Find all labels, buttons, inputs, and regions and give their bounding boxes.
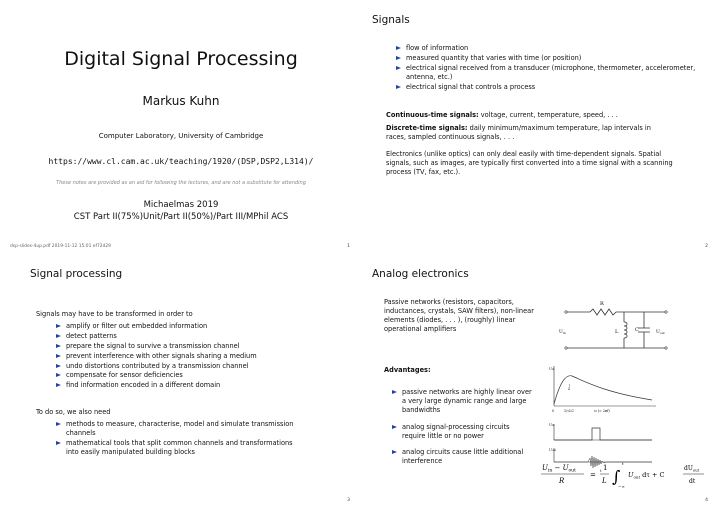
plot1-x1: 1/√LC: [564, 409, 575, 413]
rlc-circuit-diagram: [558, 296, 678, 358]
page-number: 3: [347, 498, 350, 503]
slide1-footer: dsp-slides-4up.pdf 2019-11-12 15:01 ef72d29: [10, 244, 111, 249]
list-item: methods to measure, characterise, model and simulate transmission channels: [56, 420, 294, 438]
slide2-title: Signals: [372, 14, 410, 26]
list-item: prevent interference with other signals sharing a medium: [56, 352, 326, 361]
plot2-bottom-label: Uout: [549, 448, 557, 452]
plot2-t-label: t: [600, 469, 602, 473]
svg-text:t: t: [622, 461, 624, 466]
label-uin: $U_{in}$: [559, 330, 566, 335]
passive-networks-text: Passive networks (resistors, capacitors, inductances, crystals, SAW filters), non-linear elements (diodes, . . . ), (roughly) linear operational amplifiers: [384, 298, 534, 333]
list-item: find information encoded in a different domain: [56, 381, 326, 390]
slide3-intro: Signals may have to be transformed in order to: [36, 310, 193, 318]
plot1-ylabel: Uin: [549, 367, 555, 371]
slide-signals: [362, 4, 716, 254]
list-item: undo distortions contributed by a transmission channel: [56, 362, 326, 371]
slide1-term: Michaelmas 2019: [143, 200, 219, 210]
svg-text:1: 1: [603, 464, 608, 472]
list-item: prepare the signal to survive a transmission channel: [56, 342, 326, 351]
slide1-course: CST Part II(75%)Unit/Part II(50%)/Part III/MPhil ACS: [73, 212, 289, 222]
circuit-equation: [538, 458, 710, 490]
slide1-affiliation: Computer Laboratory, University of Cambridge: [98, 132, 264, 140]
slide3-bullet-list: [56, 322, 326, 391]
list-item: mathematical tools that split common channels and transformations into easily manipulated building blocks: [56, 439, 294, 457]
frequency-response-plot: [548, 362, 660, 414]
label-r: R: [600, 301, 604, 307]
svg-text:−∞: −∞: [618, 484, 625, 489]
slide3-bullet-list-2: [56, 420, 294, 458]
svg-text:Uout dτ + C: $U_{out}$ dτ + C: [628, 471, 665, 480]
svg-text:L: L: [602, 477, 607, 485]
svg-text:=: =: [590, 471, 596, 479]
svg-text:dt: dt: [689, 478, 696, 485]
svg-text:R: R: [559, 477, 565, 485]
list-item: passive networks are highly linear over a very large dynamic range and large bandwidths: [392, 388, 532, 415]
plot1-x2: ω (= 2πf): [594, 409, 610, 413]
list-item: analog circuits cause little additional interference: [392, 448, 532, 466]
plot1-x0: 0: [552, 409, 555, 413]
slide1-author: Markus Kuhn: [142, 94, 220, 108]
slide3-title: Signal processing: [30, 268, 123, 280]
page-number: 4: [705, 498, 708, 503]
slide4-title: Analog electronics: [372, 268, 469, 280]
slide1-title: Digital Signal Processing: [64, 48, 298, 70]
continuous-label: Continuous-time signals:: [386, 111, 479, 119]
page-number: 2: [705, 244, 708, 249]
slide-title: [4, 4, 358, 254]
page-number: 1: [347, 244, 350, 249]
discrete-label: Discrete-time signals:: [386, 124, 468, 132]
list-item: electrical signal received from a transducer (microphone, thermometer, accelerometer, antenna, etc.): [396, 64, 696, 82]
slide-analog-electronics: [362, 258, 716, 508]
electronics-paragraph: Electronics (unlike optics) can only deal easily with time-dependent signals. Spatial signals, such as images, are typically first converted into a time signal with a scanning process (TV, fax, etc.).: [386, 150, 673, 176]
slide-signal-processing: [4, 258, 358, 508]
svg-text:Uin − Uout: $U_{in} - U_{out}$: [542, 464, 576, 474]
svg-text:dUout: $dU_{out}$: [684, 465, 700, 473]
slide1-note: These notes are provided as an aid for following the lectures, and are not a substitute for attending: [56, 180, 306, 186]
label-c: C: [635, 327, 639, 333]
list-item: compensate for sensor deficiencies: [56, 371, 326, 380]
list-item: flow of information: [396, 44, 696, 53]
label-l: L: [615, 329, 619, 335]
advantages-label: Advantages:: [384, 366, 431, 374]
plot1-y2label: Uout: [567, 383, 571, 390]
continuous-time-text: Continuous-time signals: voltage, current, temperature, speed, . . .: [386, 111, 618, 119]
label-uout: $U_{out}$: [656, 330, 665, 335]
slide3-also: To do so, we also need: [36, 408, 111, 416]
slide2-bullet-list: [396, 44, 696, 92]
slide1-url[interactable]: https://www.cl.cam.ac.uk/teaching/1920/(DSP,DSP2,L314)/: [48, 157, 314, 166]
list-item: analog signal-processing circuits require little or no power: [392, 423, 532, 441]
list-item: detect patterns: [56, 332, 326, 341]
list-item: electrical signal that controls a process: [396, 83, 696, 92]
list-item: measured quantity that varies with time (or position): [396, 54, 696, 63]
discrete-time-text: Discrete-time signals: daily minimum/maximum temperature, lap intervals in races, sampled continuous signals, . . .: [386, 124, 651, 141]
list-item: amplify or filter out embedded information: [56, 322, 326, 331]
advantages-list: [392, 388, 532, 467]
svg-text:∫: ∫: [612, 467, 621, 486]
plot2-top-label: Uin: [549, 423, 555, 427]
